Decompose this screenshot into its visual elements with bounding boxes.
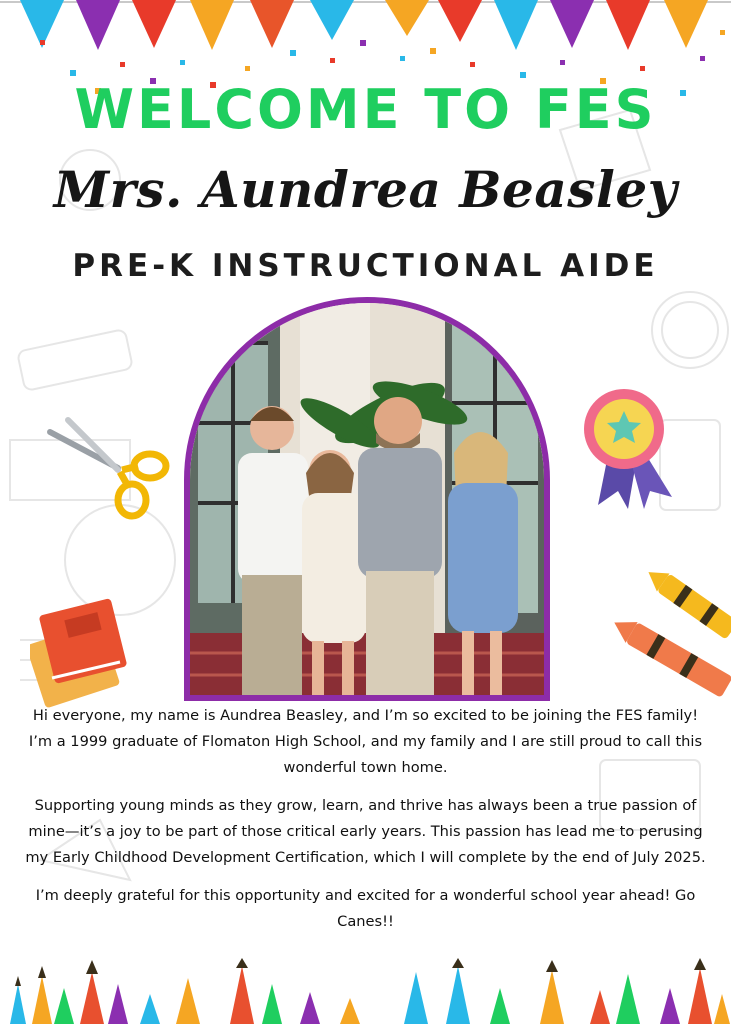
award-ribbon-icon (580, 385, 695, 510)
pencil-border (0, 958, 731, 1024)
bio-paragraph-passion: Supporting young minds as they grow, learn, and thrive has always been a true passion of mine—it’s a joy to be part of those critical early years. This passion has lead me to perusing my Early Childhood Development Certification, which I will complete by the end of July 2025. (25, 797, 706, 866)
scissors-icon (40, 412, 170, 522)
staff-role: PRE-K INSTRUCTIONAL AIDE (72, 248, 659, 284)
bio-text (24, 703, 707, 947)
crayons-icon (600, 560, 731, 700)
welcome-headline: WELCOME TO FES (74, 78, 657, 141)
family-photo-frame (184, 297, 550, 701)
bio-paragraph-intro: Hi everyone, my name is Aundrea Beasley, and I’m so excited to be joining the FES family! I’m a 1999 graduate of Flomaton High School, and my family and I are still proud to call this wonderful town home. (28, 707, 703, 776)
staff-name: Mrs. Aundrea Beasley (53, 160, 678, 219)
books-icon (30, 596, 132, 708)
family-photo (190, 303, 544, 701)
bio-paragraph-closing: I’m deeply grateful for this opportunity and excited for a wonderful school year ahead! Go Canes!! (35, 887, 696, 930)
